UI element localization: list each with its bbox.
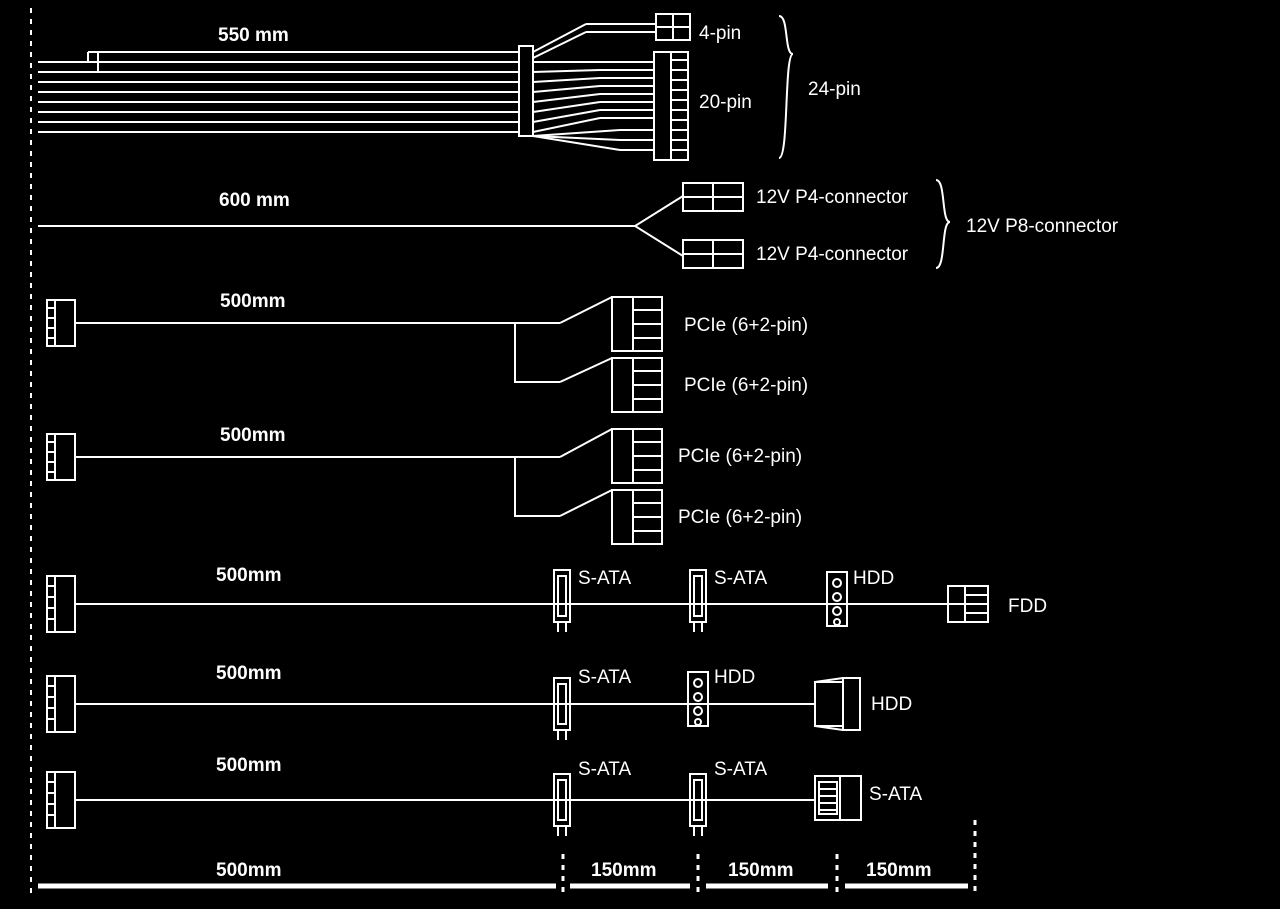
atx-4pin-fanout <box>533 24 656 58</box>
connector-label-sata-1a: S-ATA <box>578 568 632 589</box>
connector-label-sata-3c: S-ATA <box>869 784 923 805</box>
connector-label-sata-3b: S-ATA <box>714 759 768 780</box>
length-label-peripheral2: 500mm <box>216 663 282 684</box>
length-label-600mm: 600 mm <box>219 190 290 211</box>
connector-pcie-2a <box>612 429 662 483</box>
connector-label-pcie-2b: PCIe (6+2-pin) <box>678 507 803 528</box>
length-label-550mm: 550 mm <box>218 25 289 46</box>
scale-segment-label-150mm-3: 150mm <box>866 860 932 881</box>
connector-label-4pin: 4-pin <box>699 23 742 44</box>
connector-label-pcie-2a: PCIe (6+2-pin) <box>678 446 803 467</box>
length-label-sata3: 500mm <box>216 755 282 776</box>
connector-sata-3b <box>690 774 706 836</box>
connector-label-pcie-1b: PCIe (6+2-pin) <box>684 375 809 396</box>
connector-label-p8: 12V P8-connector <box>966 216 1119 237</box>
scale-bar <box>38 820 975 894</box>
connector-p4-lower <box>683 240 743 268</box>
connector-20pin <box>654 52 688 160</box>
connector-pcie-1b <box>612 358 662 412</box>
connector-sata-2a <box>554 678 570 740</box>
connector-hdd-2a <box>688 672 708 726</box>
connector-label-20pin: 20-pin <box>699 92 752 113</box>
connector-sata-3a <box>554 774 570 836</box>
connector-label-24pin: 24-pin <box>808 79 861 100</box>
scale-segment-label-500mm: 500mm <box>216 860 282 881</box>
connector-p4-upper <box>683 183 743 211</box>
connector-label-hdd-2b: HDD <box>871 694 913 715</box>
cable-pcie-1 <box>47 297 612 382</box>
connector-sata-1b <box>690 570 706 632</box>
connector-label-hdd-2a: HDD <box>714 667 756 688</box>
connector-hdd-1 <box>827 572 847 626</box>
cable-eps-branch-up <box>635 196 683 226</box>
brace-p8 <box>936 180 950 268</box>
connector-label-hdd-1: HDD <box>853 568 895 589</box>
connector-sata-3c <box>815 776 861 820</box>
scale-segment-label-150mm-2: 150mm <box>728 860 794 881</box>
connector-fdd <box>948 586 988 622</box>
atx-20pin-fanout <box>533 62 654 150</box>
connector-4pin <box>656 14 690 40</box>
connector-label-fdd: FDD <box>1008 596 1048 617</box>
connector-pcie-2b <box>612 490 662 544</box>
length-label-pcie1: 500mm <box>220 291 286 312</box>
scale-segment-label-150mm-1: 150mm <box>591 860 657 881</box>
connector-sata-1a <box>554 570 570 632</box>
connector-pcie-1a <box>612 297 662 351</box>
connector-label-p4-upper: 12V P4-connector <box>756 187 909 208</box>
cable-atx-lines <box>38 52 519 132</box>
cable-peripheral-1 <box>47 576 948 632</box>
connector-label-p4-lower: 12V P4-connector <box>756 244 909 265</box>
connector-label-sata-3a: S-ATA <box>578 759 632 780</box>
connector-hdd-2b <box>815 678 860 730</box>
length-label-peripheral1: 500mm <box>216 565 282 586</box>
brace-24pin <box>779 16 793 158</box>
cable-pcie-2 <box>47 429 612 516</box>
cable-eps-branch-down <box>635 226 683 256</box>
atx-sleeve <box>519 46 533 136</box>
length-label-pcie2: 500mm <box>220 425 286 446</box>
connector-label-pcie-1a: PCIe (6+2-pin) <box>684 315 809 336</box>
connector-label-sata-1b: S-ATA <box>714 568 768 589</box>
connector-label-sata-2a: S-ATA <box>578 667 632 688</box>
